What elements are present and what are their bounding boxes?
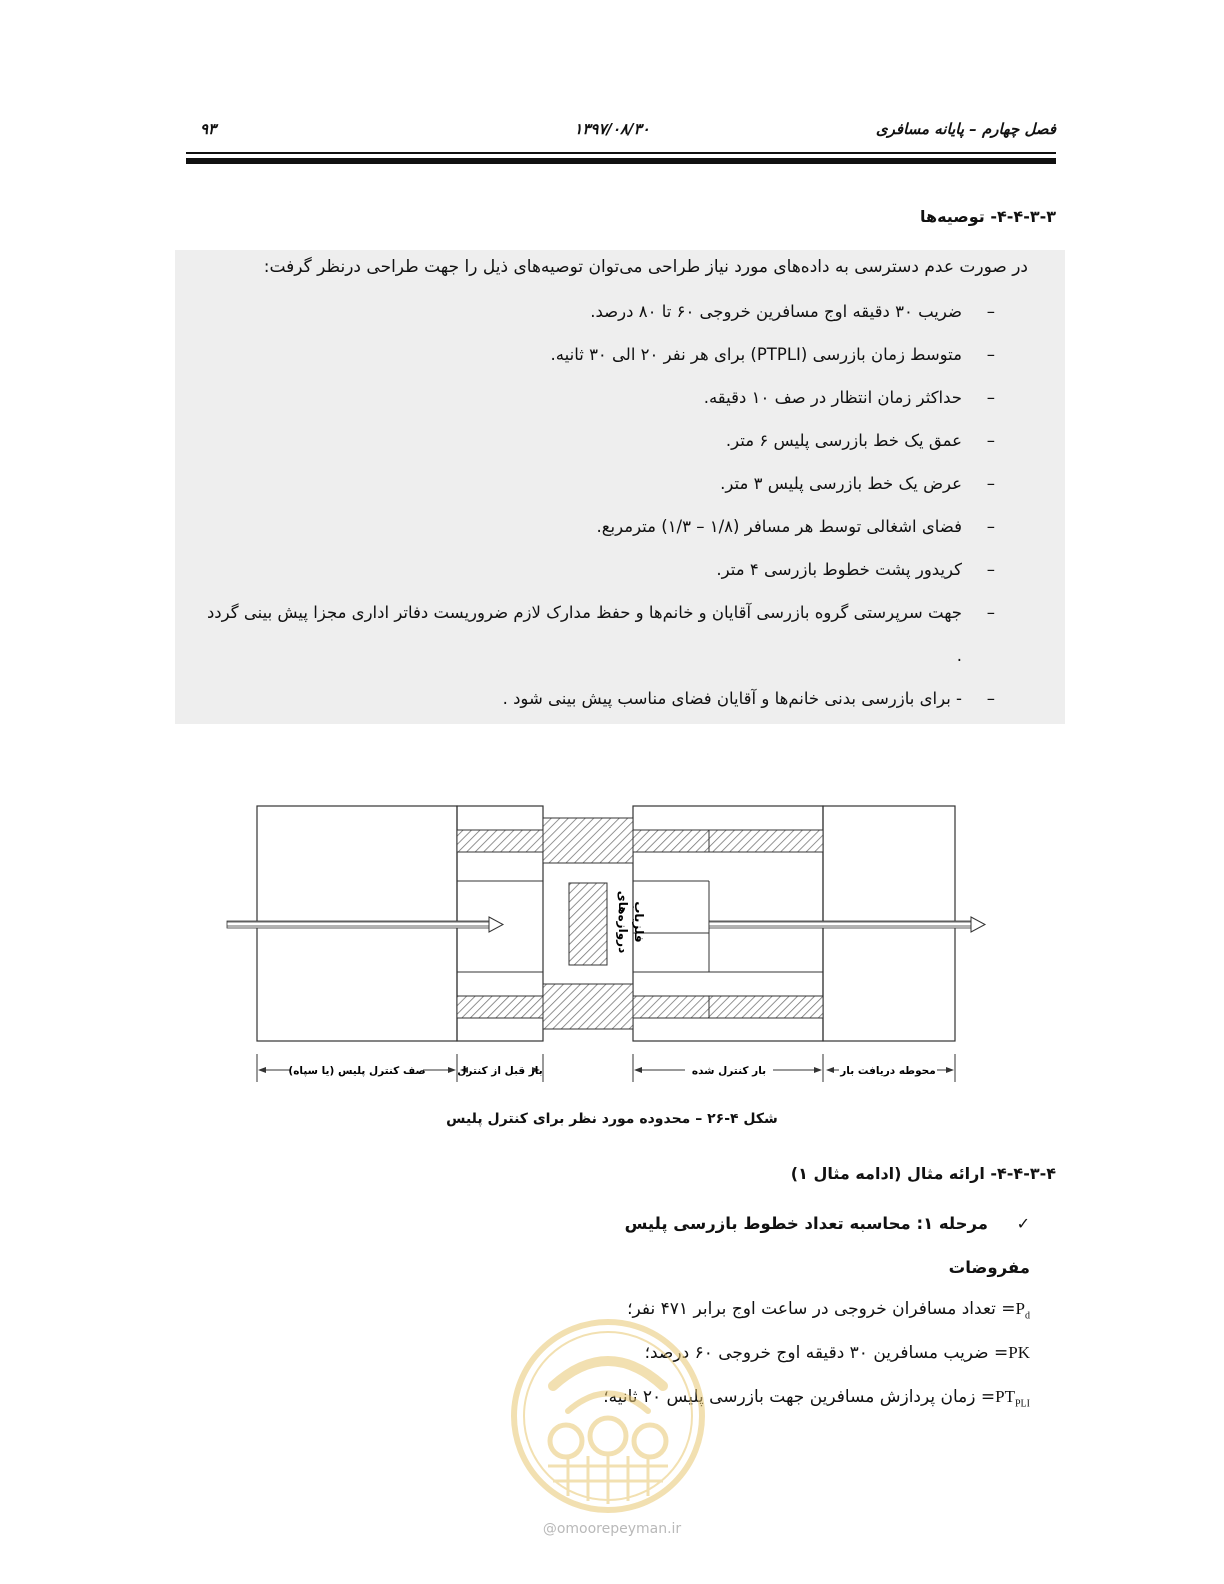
section-heading-example: ۴-۴-۳-۴- ارائه مثال (ادامه مثال ۱) bbox=[790, 1164, 1056, 1183]
list-item bbox=[198, 419, 1028, 462]
gate-label-line1: دروازه‌های bbox=[616, 890, 630, 954]
watermark-seal bbox=[508, 1316, 708, 1516]
list-item bbox=[198, 376, 1028, 419]
figure-caption: شکل ۴-۲۶ – محدوده مورد نظر برای کنترل پلیس bbox=[446, 1111, 778, 1127]
running-header-date: ۱۳۹۷/۰۸/۳۰ bbox=[574, 120, 650, 138]
assumption-text: = تعداد مسافران خروجی در ساعت اوج برابر ۴۷۱ نفر؛ bbox=[627, 1299, 1016, 1319]
bullet-dash: – bbox=[986, 302, 995, 321]
list-item bbox=[198, 677, 1028, 720]
list-item bbox=[198, 591, 1028, 677]
dim-label-reclaim: محوطه دریافت بار bbox=[840, 1065, 936, 1077]
list-item bbox=[198, 333, 1028, 376]
bullet-dash: – bbox=[986, 689, 995, 708]
bullet-dash: – bbox=[986, 517, 995, 536]
list-item-text: ضریب ۳۰ دقیقه اوج مسافرین خروجی ۶۰ تا ۸۰ درصد. bbox=[590, 302, 962, 321]
assumptions-title: مفروضات bbox=[948, 1258, 1030, 1277]
belt-top-left bbox=[457, 830, 543, 852]
page-number: ۹۳ bbox=[200, 120, 217, 138]
bullet-dash: – bbox=[986, 603, 995, 622]
list-item-text: حداکثر زمان انتظار در صف ۱۰ دقیقه. bbox=[703, 388, 962, 407]
gate-bottom-block bbox=[543, 984, 633, 1029]
list-item-text: عمق یک خط بازرسی پلیس ۶ متر. bbox=[725, 431, 962, 450]
check-icon: ✓ bbox=[1016, 1214, 1030, 1233]
dim-label-before-control: بار قبل از کنترل bbox=[457, 1065, 543, 1077]
header-rule-thick bbox=[186, 158, 1056, 164]
recommendations-list bbox=[198, 290, 1028, 720]
bullet-dash: – bbox=[986, 560, 995, 579]
list-item-text: فضای اشغالی توسط هر مسافر (۱/۸ – ۱/۳) مترمربع. bbox=[596, 517, 962, 536]
assumption-symbol: $PT_{PLI}$ bbox=[995, 1387, 1030, 1410]
watermark-url: @omoorepeyman.ir bbox=[542, 1521, 682, 1537]
gate-label-line2: فلزیاب bbox=[632, 901, 646, 943]
flow-arrow-in-head bbox=[489, 917, 503, 932]
dim-label-queue: صف کنترل پلیس (یا سپاه) bbox=[288, 1065, 426, 1077]
recommendations-intro: در صورت عدم دسترسی به داده‌های مورد نیاز طراحی می‌توان توصیه‌های ذیل را جهت طراحی درنظر گرفت: bbox=[263, 257, 1028, 277]
assumption-symbol: PK bbox=[1008, 1343, 1030, 1362]
assumption-symbol: $P_d$ bbox=[1015, 1299, 1030, 1322]
bullet-dash: – bbox=[986, 388, 995, 407]
belt-bottom-left bbox=[457, 996, 543, 1018]
bullet-dash: – bbox=[986, 431, 995, 450]
assumption-text: = ضریب مسافرین ۳۰ دقیقه اوج خروجی ۶۰ درصد؛ bbox=[644, 1343, 1009, 1363]
list-item-text: متوسط زمان بازرسی (PTPLI) برای هر نفر ۲۰ الی ۳۰ ثانیه. bbox=[550, 345, 962, 364]
list-item-text: - برای بازرسی بدنی خانم‌ها و آقایان فضای مناسب پیش بینی شود . bbox=[502, 689, 962, 708]
belt-top-right bbox=[633, 830, 823, 852]
list-item bbox=[198, 462, 1028, 505]
metal-detector-gate bbox=[569, 883, 607, 965]
belt-bottom-right bbox=[633, 996, 823, 1018]
flow-arrow-out-head bbox=[971, 917, 985, 932]
list-item bbox=[198, 290, 1028, 333]
list-item-text: عرض یک خط بازرسی پلیس ۳ متر. bbox=[720, 474, 962, 493]
gate-top-block bbox=[543, 818, 633, 863]
running-header-chapter: فصل چهارم – پایانه مسافری bbox=[875, 120, 1056, 138]
dim-label-after-control: بار کنترل شده bbox=[691, 1065, 767, 1077]
list-item bbox=[198, 505, 1028, 548]
section-heading-recommendations: ۴-۴-۳-۳- توصیه‌ها bbox=[919, 207, 1056, 226]
list-item-text: جهت سرپرستی گروه بازرسی آقایان و خانم‌ها و حفظ مدارک لازم ضروریست دفاتر اداری مجزا پیش بینی گردد . bbox=[206, 603, 962, 665]
police-control-diagram bbox=[225, 796, 995, 1096]
bullet-dash: – bbox=[986, 345, 995, 364]
header-rule-thin bbox=[186, 152, 1056, 154]
flow-arrow-in-shaft bbox=[227, 921, 489, 928]
list-item bbox=[198, 548, 1028, 591]
bullet-dash: – bbox=[986, 474, 995, 493]
flow-arrow-out-shaft bbox=[709, 921, 971, 928]
list-item-text: کریدور پشت خطوط بازرسی ۴ متر. bbox=[716, 560, 962, 579]
step-title: مرحله ۱: محاسبه تعداد خطوط بازرسی پلیس bbox=[624, 1214, 988, 1233]
assumption-text: = زمان پردازش مسافرین جهت بازرسی پلیس ۲۰ ثانیه؛ bbox=[603, 1387, 996, 1407]
